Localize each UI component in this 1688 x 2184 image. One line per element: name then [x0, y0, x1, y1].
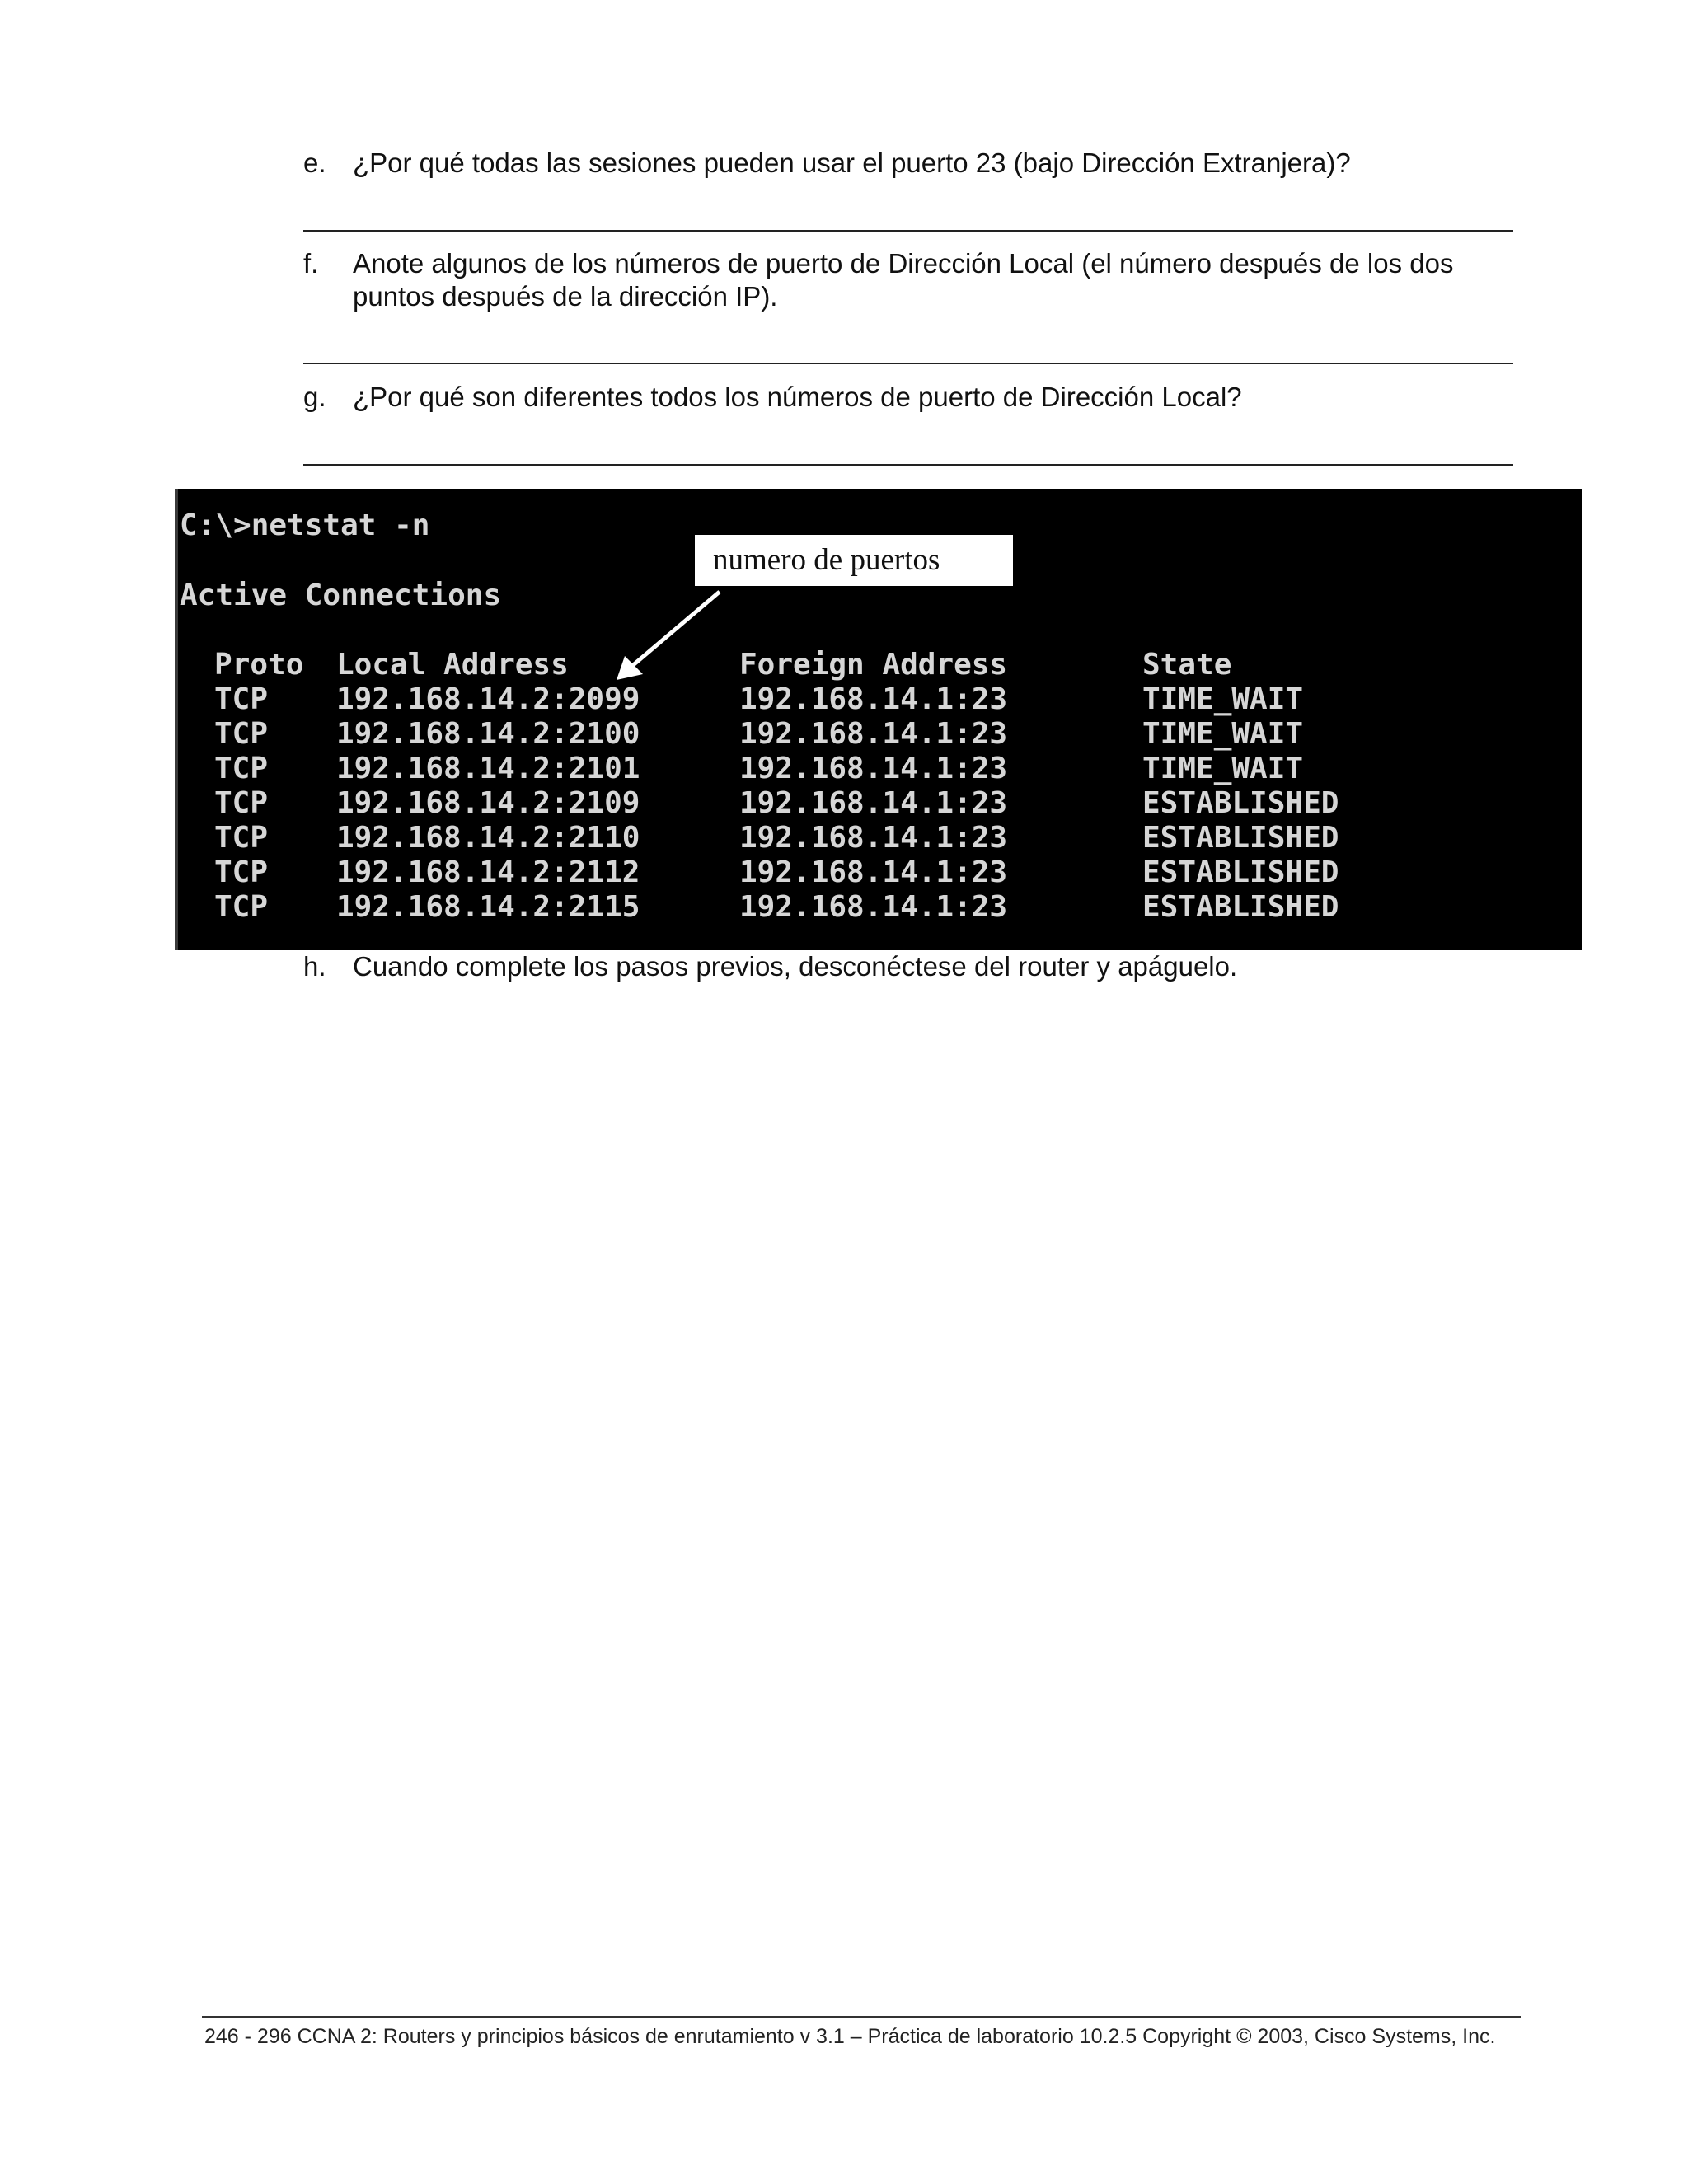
terminal-command: C:\>netstat -n: [180, 509, 430, 542]
cell-state: ESTABLISHED: [1142, 890, 1339, 924]
cell-local-address: 192.168.14.2:2115: [336, 890, 640, 924]
question-text: Cuando complete los pasos previos, desconéctese del router y apáguelo.: [353, 951, 1238, 982]
cell-state: ESTABLISHED: [1142, 821, 1339, 855]
cell-proto: TCP: [214, 752, 269, 785]
question-letter: f.: [303, 248, 319, 279]
question-letter: h.: [303, 951, 326, 982]
cell-foreign-address: 192.168.14.1:23: [739, 855, 1008, 889]
terminal-heading: Active Connections: [180, 579, 502, 612]
question-text: ¿Por qué todas las sesiones pueden usar el puerto 23 (bajo Dirección Extranjera)?: [353, 148, 1351, 178]
column-header-proto: Proto: [214, 648, 304, 682]
cell-local-address: 192.168.14.2:2110: [336, 821, 640, 855]
cell-proto: TCP: [214, 821, 269, 855]
cell-foreign-address: 192.168.14.1:23: [739, 890, 1008, 924]
answer-line-f[interactable]: [303, 363, 1513, 364]
question-text: ¿Por qué son diferentes todos los números de puerto de Dirección Local?: [353, 382, 1242, 412]
cell-proto: TCP: [214, 717, 269, 751]
cell-state: ESTABLISHED: [1142, 855, 1339, 889]
port-number-callout: numero de puertos: [695, 535, 1013, 586]
question-letter: e.: [303, 148, 326, 178]
answer-line-e[interactable]: [303, 230, 1513, 232]
cell-state: TIME_WAIT: [1142, 682, 1304, 716]
question-text: Anote algunos de los números de puerto de Dirección Local (el número después de los dos puntos después de la dirección IP).: [353, 248, 1454, 312]
cell-foreign-address: 192.168.14.1:23: [739, 821, 1008, 855]
column-header-foreign-address: Foreign Address: [739, 648, 1008, 682]
cell-state: TIME_WAIT: [1142, 717, 1304, 751]
answer-line-g[interactable]: [303, 464, 1513, 466]
question-letter: g.: [303, 382, 326, 412]
cell-local-address: 192.168.14.2:2109: [336, 786, 640, 820]
cell-local-address: 192.168.14.2:2099: [336, 682, 640, 716]
cell-state: TIME_WAIT: [1142, 752, 1304, 785]
cell-proto: TCP: [214, 786, 269, 820]
cell-proto: TCP: [214, 855, 269, 889]
cell-foreign-address: 192.168.14.1:23: [739, 717, 1008, 751]
column-header-state: State: [1142, 648, 1232, 682]
cell-local-address: 192.168.14.2:2101: [336, 752, 640, 785]
cell-proto: TCP: [214, 682, 269, 716]
cell-proto: TCP: [214, 890, 269, 924]
cell-foreign-address: 192.168.14.1:23: [739, 752, 1008, 785]
column-header-local-address: Local Address: [336, 648, 569, 682]
cell-foreign-address: 192.168.14.1:23: [739, 786, 1008, 820]
page-footer: 246 - 296 CCNA 2: Routers y principios básicos de enrutamiento v 3.1 – Práctica de laboratorio 10.2.5 Copyright © 2003, Cisco Systems, Inc.: [204, 2025, 1496, 2048]
cell-local-address: 192.168.14.2:2112: [336, 855, 640, 889]
footer-divider: [202, 2016, 1521, 2018]
cell-state: ESTABLISHED: [1142, 786, 1339, 820]
cell-local-address: 192.168.14.2:2100: [336, 717, 640, 751]
cell-foreign-address: 192.168.14.1:23: [739, 682, 1008, 716]
